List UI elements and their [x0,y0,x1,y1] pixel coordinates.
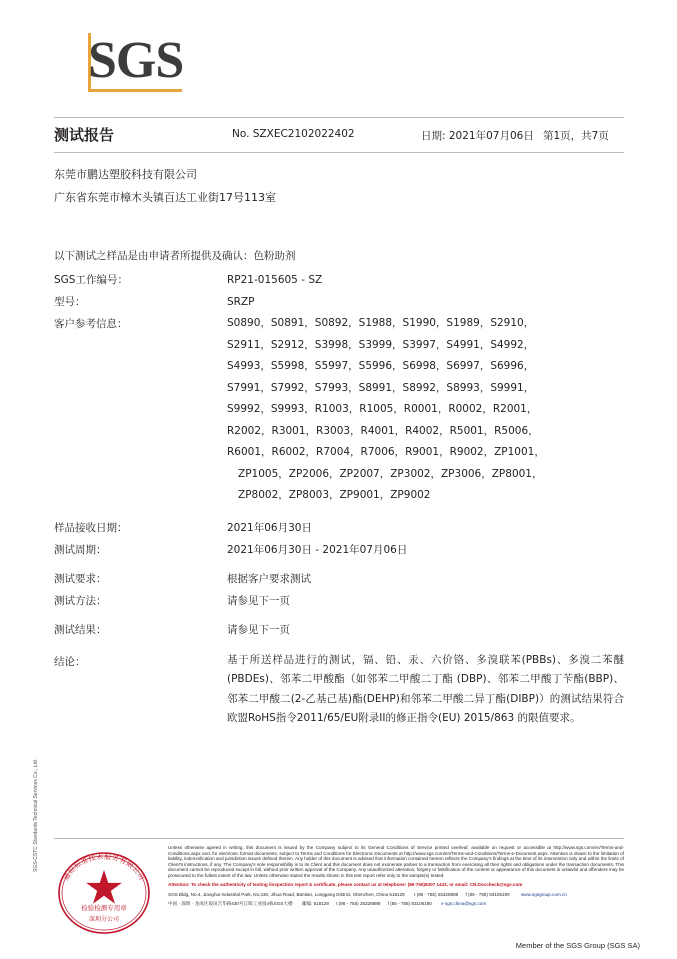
spacer [54,561,624,568]
page-counter: 第1页，共7页 [543,130,609,142]
field-test-requirement [54,568,624,590]
spacer [54,507,624,517]
company-block [54,163,614,209]
field-label: 样品接收日期： [54,521,128,534]
field-label: 测试结果： [54,623,107,636]
address-cn-mail: e sgs.china@sgs.com [441,900,487,906]
client-ref-line: S4993，S5998，S5997，S5996，S6998，S6997，S6996， [227,360,535,372]
field-label: 型号： [54,296,86,308]
field-label: 测试要求： [54,572,107,585]
spacer [54,641,624,651]
office-address-cn [168,900,624,908]
client-ref-line: ZP1005，ZP2006，ZP2007，ZP3002，ZP3006，ZP8001， [238,467,543,480]
client-ref-line: S7991，S7992，S7993，S8991，S8992，S8993，S9991， [227,381,535,394]
field-value: SRZP [227,296,255,308]
address-cn-fax: f (86 - 755) 83106190 [387,900,432,906]
address-en-tel: t (86 - 755) 25328888 [414,892,459,898]
report-date: 日期: 2021年07月06日 [421,130,534,142]
field-value: 2021年06月30日 - 2021年07月06日 [227,543,408,556]
report-number: No. SZXEC2102022402 [232,128,355,140]
sgs-logo [88,32,184,92]
field-value: 根据客户要求测试 [227,572,311,585]
field-model [54,291,624,313]
company-seal-stamp [50,848,162,943]
client-ref-line: S9992，S9993，R1003，R1005，R0001，R0002，R2001， [227,403,538,415]
company-name: 东莞市鹏达塑胶科技有限公司 [54,168,197,181]
office-address-en [168,891,624,899]
field-label: 测试方法： [54,594,107,607]
sample-intro-text: 以下测试之样品是由申请者所提供及确认：色粉助剂 [54,250,296,262]
field-label: SGS工作编号： [54,274,128,286]
address-en-web: www.sgsgroup.com.cn [520,892,567,898]
svg-text:检验检测专用章: 检验检测专用章 [81,904,127,912]
field-client-reference [54,313,624,507]
field-value: 基于所送样品进行的测试，镉、铅、汞、六价铬、多溴联苯(PBBs)、多溴二苯醚(PBDEs)、邻苯二甲酸酯（如邻苯二甲酸二丁酯 (DBP)、邻苯二甲酸丁苄酯(BBP)、邻苯二甲酸二(2-乙基己基)酯(DEHP)和邻苯二甲酸二异丁酯(DIBP)）的测试结果符合欧盟RoHS指令2011/65/EU附录II的修正指令(EU) 2015/863 的限值要求。 [227,653,624,724]
address-en-fax: f (86 - 755) 83106190 [465,892,510,898]
legal-disclaimer [168,845,624,907]
legal-paragraph: Unless otherwise agreed in writing, this document is issued by the Company subject to its General Conditions of Service printed overleaf, available on request or accessible at http://www.sgs.com/en/Terms-and-Conditions.aspx and, for electronic format documents, subject to Terms and Conditions for Electronic Documents at http://www.sgs.com/en/Terms-and-Conditions/Terms-e-Document.aspx. Attention is drawn to the limitation of liability, indemnification and jurisdiction issues defined therein. Any holder of this document is advised that information contained hereon reflects the Company's findings at the time of its intervention only and within the limits of Client's instructions, if any. The Company's sole responsibility is to its Client and this document does not exonerate parties to a transaction from exercising all their rights and obligations under the transaction documents. This document cannot be reproduced except in full, without prior written approval of the Company. Any unauthorized alteration, forgery or falsification of the content or appearance of this document is unlawful and offenders may be prosecuted to the fullest extent of the law. Unless otherwise stated the results shown in this test report refer only to the sample(s) tested. [168,845,624,878]
field-label: 客户参考信息： [54,318,128,330]
field-value: 请参见下一页 [227,623,290,636]
field-test-result [54,619,624,641]
header-divider-bottom [54,152,624,153]
field-value: 2021年06月30日 [227,521,312,534]
footer-member-text: Member of the SGS Group (SGS SA) [515,941,640,950]
field-value: RP21-015605 - SZ [227,274,323,286]
stamp-caption-vertical: SGS-CSTC Standards Technical Services Co., Ltd. [33,758,39,872]
field-value: 请参见下一页 [227,594,290,607]
client-ref-line: S2911，S2912，S3998，S3999，S3997，S4991，S4992， [227,338,535,351]
header-divider-top [54,117,624,118]
client-ref-line: R6001，R6002，R7004，R7006，R9001，R9002，ZP1001， [227,446,545,458]
legal-attention: Attention: To check the authenticity of testing /inspection report & certificate, please contact us at telephone: (86-755)8307 1443, or email: CN.Doccheck@sgs.com [168,881,523,887]
spacer [54,612,624,619]
field-job-no [54,269,624,291]
address-cn-tel: t (86 - 755) 25328888 [336,900,381,906]
page-title: 测试报告 [54,126,115,144]
address-en-text: SGS Bldg, No.4, Jianghui Industrial Park, No.430, Jihua Road, Bantian, Longgang District, Shenzhen, China 518129 [168,892,405,898]
address-cn-zip: 邮编: 518129 [301,900,329,906]
sgs-logo-text: SGS [88,32,184,89]
client-ref-line: ZP8002，ZP8003，ZP9001，ZP9002 [238,489,431,501]
field-label: 测试周期： [54,543,107,556]
svg-text:深圳分公司: 深圳分公司 [88,916,120,923]
client-ref-line: R2002，R3001，R3003，R4001，R4002，R5001，R5006， [227,424,539,437]
field-conclusion [54,651,624,729]
company-address: 广东省东莞市樟木头镇百达工业街17号113室 [54,191,276,204]
footer-divider [54,838,624,839]
svg-text:通标标准技术服务有限公司: 通标标准技术服务有限公司 [61,852,147,882]
field-test-period [54,539,624,561]
report-fields [54,269,624,729]
field-value [227,313,624,507]
field-label: 结论： [54,655,86,668]
sgs-logo-accent-bar [88,89,182,92]
field-received-date [54,517,624,539]
report-header [54,124,624,150]
address-cn-text: 中国 · 深圳 · 龙岗区坂田吉华路430号江晖工业园4栋SGS大楼 [168,900,293,906]
client-ref-line: S0890，S0891，S0892，S1988，S1990，S1989，S2910， [227,317,535,329]
field-test-method [54,590,624,612]
